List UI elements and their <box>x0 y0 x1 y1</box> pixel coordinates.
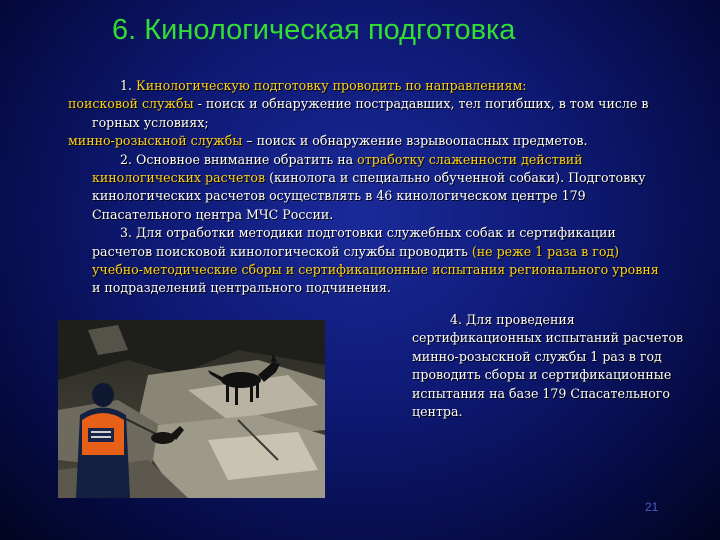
para4-line5: испытания на базе 179 Спасательного <box>412 385 670 401</box>
para2-lead: 2. Основное внимание обратить на <box>120 151 358 167</box>
note-text-block <box>412 311 712 421</box>
page-number: 21 <box>645 500 659 514</box>
para1-item1-label: поисковой службы <box>68 96 194 112</box>
para3-line1: 3. Для отработки методики подготовки служебных собак и сертификации <box>120 225 616 241</box>
para2-highlight1: отработку слаженности действий <box>357 151 583 167</box>
para3-highlight: (не реже 1 раза в год) <box>471 243 620 259</box>
para4-line1: 4. Для проведения <box>450 312 575 327</box>
para3-line2 <box>68 243 708 261</box>
para1-item1-cont: горных условиях; <box>92 114 209 130</box>
rubble-scene-image <box>58 320 325 498</box>
para2-line3: кинологических расчетов осуществлять в 46 кинологическом центре 179 <box>92 188 586 204</box>
para1-heading: Кинологическую подготовку проводить по направлениям: <box>136 78 527 93</box>
para4-line6: центра. <box>412 404 463 420</box>
para1-item2-text: – поиск и обнаружение взрывоопасных предметов. <box>242 133 588 149</box>
slide-title: 6. Кинологическая подготовка <box>112 14 516 46</box>
para4-line2: сертификационных испытаний расчетов <box>412 330 684 346</box>
para1-item2-label: минно-розыскной службы <box>68 133 243 149</box>
para1-item2-line <box>68 132 708 150</box>
para2-rest: (кинолога и специально обученной собаки). Подготовку <box>265 170 646 186</box>
para2-line4: Спасательного центра МЧС России. <box>92 206 334 222</box>
rescue-dog-photo <box>58 320 325 498</box>
para3-line3: учебно-методические сборы и сертификационные испытания регионального уровня <box>92 262 659 278</box>
para2-line1 <box>68 151 708 169</box>
para1-number: 1. <box>120 78 137 93</box>
para1-item1-line <box>68 95 708 113</box>
para2-line2 <box>68 169 708 187</box>
para1-item1-text: - поиск и обнаружение пострадавших, тел погибших, в том числе в <box>193 96 649 112</box>
para3-line4: и подразделений центрального подчинения. <box>92 280 391 296</box>
para1-heading-line <box>68 77 708 95</box>
para2-highlight2: кинологических расчетов <box>92 170 266 186</box>
main-text-block <box>68 77 708 298</box>
para4-line4: проводить сборы и сертификационные <box>412 367 672 383</box>
para4-line3: минно-розыскной службы 1 раз в год <box>412 348 662 364</box>
para3-plain: расчетов поисковой кинологической службы проводить <box>92 243 472 259</box>
